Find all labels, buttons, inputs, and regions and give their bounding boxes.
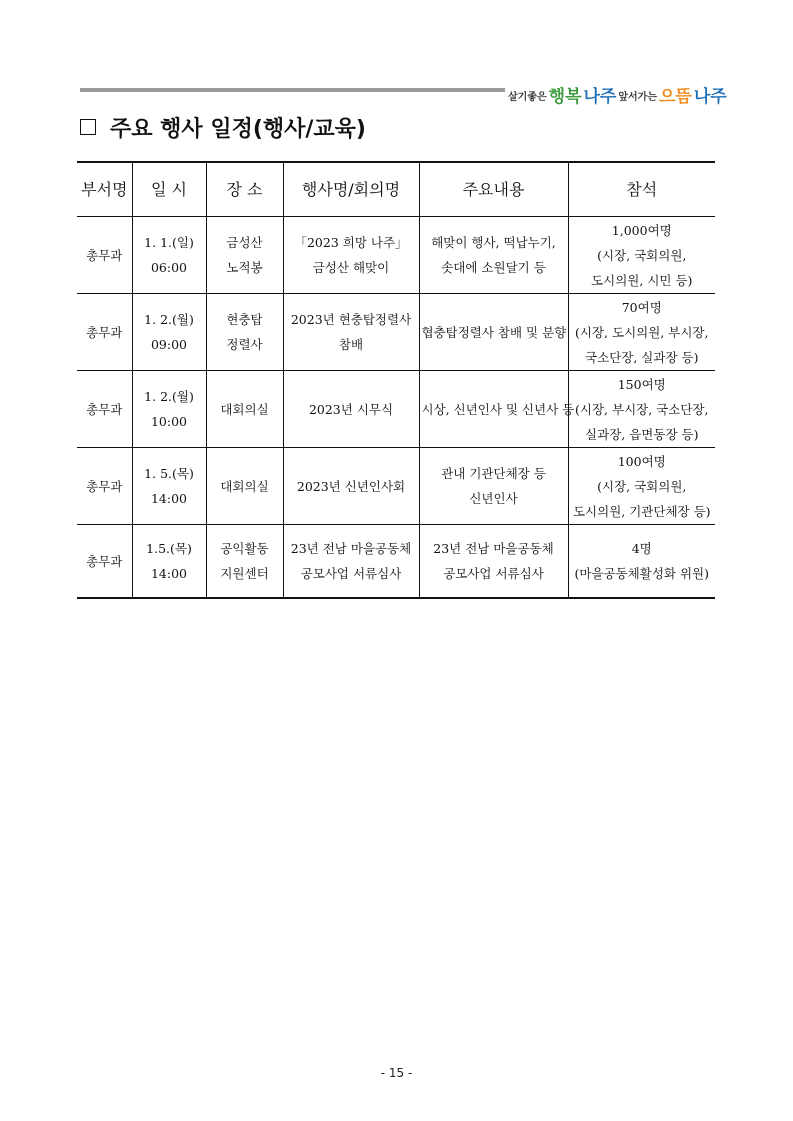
cell-attendees-line: (시장, 국회의원,	[597, 247, 687, 263]
cell-place	[206, 525, 283, 599]
cell-content-line: 23년 전남 마을공동체	[433, 541, 554, 556]
slogan-part-2: 행복	[548, 87, 582, 107]
cell-attendees	[568, 448, 715, 525]
cell-place-line: 노적봉	[226, 260, 263, 275]
cell-event-line: 금성산 해맞이	[312, 260, 390, 275]
cell-place	[206, 294, 283, 371]
cell-dept: 총무과	[77, 525, 132, 599]
table-header-row	[77, 162, 715, 217]
cell-place-line: 현충탑	[226, 312, 263, 327]
cell-attendees	[568, 525, 715, 599]
cell-attendees-line: (시장, 부시장, 국소단장,	[575, 401, 709, 417]
cell-event-line: 2023년 시무식	[308, 401, 394, 417]
cell-datetime	[132, 448, 206, 525]
cell-content	[419, 448, 568, 525]
cell-event	[283, 525, 419, 599]
cell-content-line: 해맞이 행사, 떡납누기,	[431, 235, 556, 250]
cell-content-line: 관내 기관단체장 등	[441, 466, 546, 481]
cell-content-line: 신년인사	[469, 491, 518, 506]
cell-event-line: 2023년 신년인사회	[296, 478, 406, 494]
cell-datetime-line: 14:00	[150, 491, 188, 506]
table-row	[77, 217, 715, 294]
cell-attendees-line: 도시의원, 시민 등)	[591, 272, 693, 288]
cell-datetime-line: 09:00	[150, 337, 188, 352]
cell-attendees-line: (마을공동체활성화 위원)	[574, 566, 709, 581]
cell-content	[419, 294, 568, 371]
header-dept: 부서명	[77, 162, 132, 217]
cell-attendees-line: (시장, 국회의원,	[597, 478, 687, 494]
cell-content-line: 시상, 신년인사 및 신년사 등	[421, 401, 575, 417]
cell-attendees-line: 150여명	[617, 376, 666, 392]
cell-content	[419, 525, 568, 599]
table-row	[77, 525, 715, 599]
cell-datetime	[132, 525, 206, 599]
slogan-part-3: 나주	[583, 87, 617, 107]
cell-datetime-line: 1. 2.(월)	[144, 389, 194, 404]
cell-attendees-line: 100여명	[617, 453, 666, 469]
cell-event-line: 「2023 희망 나주」	[294, 235, 408, 250]
header-place: 장 소	[206, 162, 283, 217]
header-rule	[80, 88, 505, 92]
cell-place	[206, 371, 283, 448]
cell-datetime-line: 1. 2.(월)	[144, 312, 194, 327]
cell-datetime-line: 06:00	[150, 260, 188, 275]
table-row	[77, 371, 715, 448]
cell-datetime	[132, 371, 206, 448]
cell-dept: 총무과	[77, 448, 132, 525]
cell-place-line: 대회의실	[220, 478, 269, 494]
header-event: 행사명/회의명	[283, 162, 419, 217]
header-datetime: 일 시	[132, 162, 206, 217]
cell-content	[419, 371, 575, 448]
cell-attendees-line: 도시의원, 기관단체장 등)	[572, 503, 711, 519]
cell-attendees-line: 실과장, 읍면동장 등)	[585, 426, 699, 442]
event-schedule-table	[77, 161, 715, 599]
cell-event	[283, 294, 419, 371]
cell-place-line: 대회의실	[220, 401, 269, 417]
cell-attendees-line: (시장, 도시의원, 부시장,	[575, 324, 709, 340]
cell-content-line: 솟대에 소원달기 등	[441, 260, 546, 275]
cell-place-line: 공익활동	[220, 541, 269, 556]
cell-datetime-line: 1. 1.(일)	[144, 235, 194, 250]
table-row	[77, 448, 715, 525]
cell-datetime-line: 1.5.(목)	[146, 541, 192, 556]
slogan-logo	[508, 78, 727, 107]
checkbox-square-icon	[80, 119, 96, 135]
cell-place-line: 금성산	[226, 235, 263, 250]
cell-event-line: 참배	[338, 337, 364, 352]
table-row	[77, 294, 715, 371]
page-number: - 15 -	[380, 1066, 413, 1080]
cell-place-line: 지원센터	[220, 566, 269, 581]
cell-event	[283, 217, 419, 294]
section-title-text: 주요 행사 일정(행사/교육)	[110, 116, 366, 142]
cell-attendees-line: 70여명	[621, 299, 662, 315]
slogan-part-4: 앞서가는	[618, 92, 657, 103]
cell-attendees	[568, 294, 715, 371]
cell-datetime-line: 10:00	[150, 414, 188, 429]
cell-dept: 총무과	[77, 217, 132, 294]
cell-event	[283, 371, 419, 448]
cell-attendees-line: 4명	[631, 541, 652, 556]
cell-content	[419, 217, 568, 294]
cell-datetime-line: 1. 5.(목)	[144, 466, 194, 481]
cell-datetime	[132, 294, 206, 371]
slogan-part-1: 살기좋은	[508, 92, 547, 103]
cell-event	[283, 448, 419, 525]
header-attendees: 참석	[568, 162, 715, 217]
cell-content-line: 공모사업 서류심사	[443, 566, 544, 581]
cell-place-line: 정렬사	[226, 337, 263, 352]
cell-place	[206, 448, 283, 525]
cell-attendees	[568, 371, 715, 448]
cell-datetime	[132, 217, 206, 294]
cell-datetime-line: 14:00	[150, 566, 188, 581]
section-title	[80, 111, 366, 143]
cell-dept: 총무과	[77, 294, 132, 371]
cell-attendees-line: 국소단장, 실과장 등)	[585, 349, 699, 365]
cell-attendees-line: 1,000여명	[611, 222, 672, 238]
cell-content-line: 협충탑정렬사 참배 및 분향	[421, 324, 567, 340]
slogan-part-6: 나주	[693, 87, 727, 107]
cell-dept: 총무과	[77, 371, 132, 448]
cell-event-line: 공모사업 서류심사	[300, 566, 402, 581]
cell-event-line: 2023년 현충탑정렬사	[290, 312, 412, 327]
cell-event-line: 23년 전남 마을공동체	[290, 541, 412, 556]
cell-attendees	[568, 217, 715, 294]
slogan-part-5: 으뜸	[659, 87, 692, 107]
cell-place	[206, 217, 283, 294]
header-content: 주요내용	[419, 162, 568, 217]
